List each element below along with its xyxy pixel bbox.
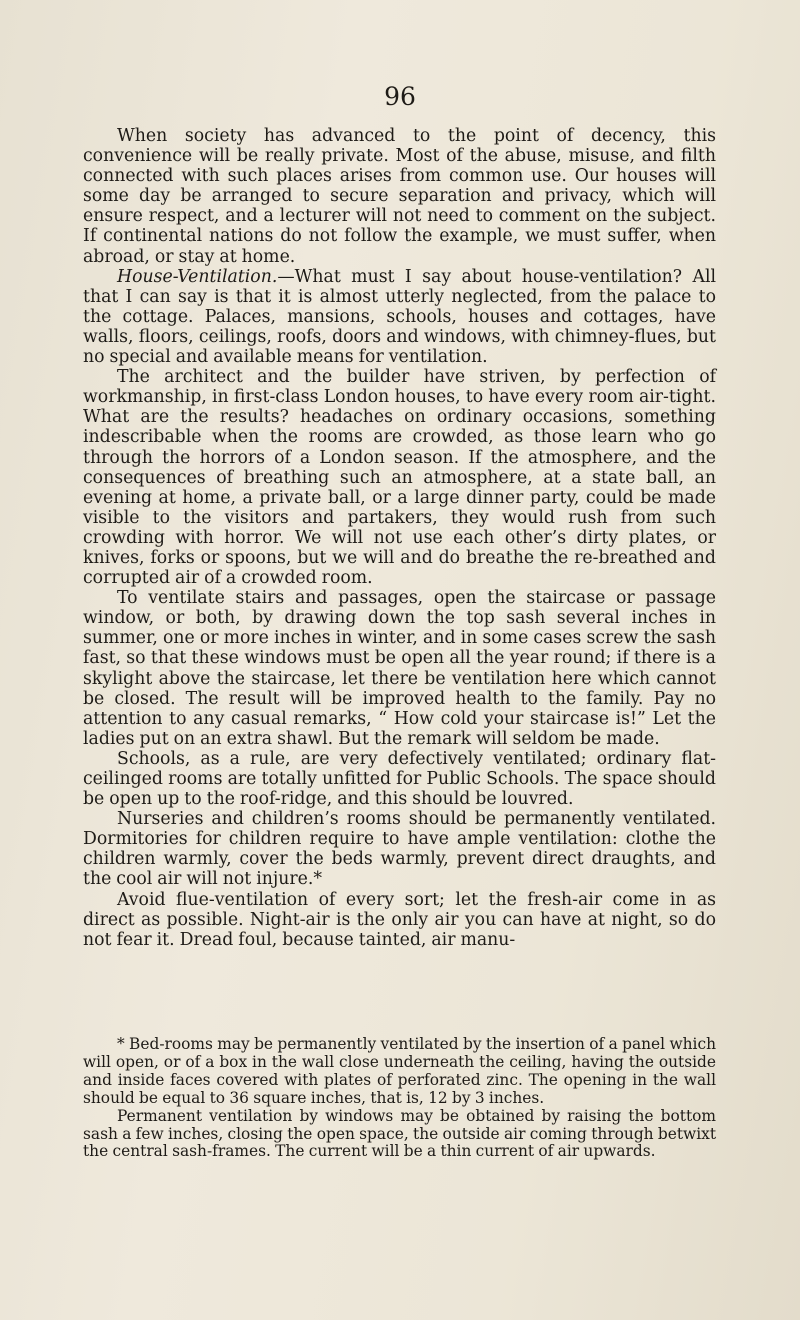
page-number: 96 (384, 82, 416, 111)
footnote-bed-rooms: * Bed-rooms may be permanently ventilated by the insertion of a panel which will open, or of a box in the wall close underneath the ceiling, having the outside and inside faces covered with plates of perforated zinc. The opening in the wall should be equal to 36 square inches, that is, 12 by 3 inches. (83, 1035, 716, 1107)
footnote-window-ventilation: Permanent ventilation by windows may be obtained by raising the bottom sash a few inches, closing the open space, the outside air coming through betwixt the central sash-frames. The current will be a thin current of air upwards. (83, 1106, 716, 1161)
paragraph-air-tight-rooms: The architect and the builder have striven, by perfection of workmanship, in first-class London houses, to have every room air-tight. What are the results? headaches on ordinary occasions, something indescribable when the rooms are crowded, as those learn who go through the horrors of a London season. If the atmosphere, and the consequences of breathing such an atmosphere, at a state ball, an evening at home, a private ball, or a large dinner party, could be made visible to the visitors and partakers, they would rush from such crowding with horror. We will not use each other’s dirty plates, or knives, forks or spoons, but we will and do breathe the re-breathed and corrupted air of a crowded room. (83, 367, 716, 589)
paragraph-schools: Schools, as a rule, are very defectively ventilated; ordinary flat-ceilinged rooms are totally unfitted for Public Schools. The space should be open up to the roof-ridge, and this should be louvred. (83, 748, 716, 810)
section-heading: House-Ventilation. (117, 266, 278, 287)
paragraph-house-ventilation-text: —What must I say about house-ventilation? All that I can say is that it is almost utterly neglected, from the palace to the cottage. Palaces, mansions, schools, houses and cottages, have walls, floors, ceilings, roofs, doors and windows, with chimney-flues, but no special and available means for ventilation. (83, 266, 716, 368)
paragraph-house-ventilation (83, 267, 716, 367)
paragraph-privacy: When society has advanced to the point of decency, this convenience will be really private. Most of the abuse, misuse, and filth connected with such places arises from common use. Our houses will some day be arranged to secure separation and privacy, which will ensure respect, and a lecturer will not need to comment on the subject. If continental nations do not follow the example, we must suffer, when abroad, or stay at home. (83, 126, 716, 267)
footnotes (83, 1036, 716, 1161)
body-text (83, 126, 716, 950)
paragraph-nurseries: Nurseries and children’s rooms should be permanently ventilated. Dormitories for children require to have ample ventilation: clothe the children warmly, cover the beds warmly, prevent direct draughts, and the cool air will not injure.* (83, 809, 716, 890)
paragraph-flue-ventilation: Avoid flue-ventilation of every sort; let the fresh-air come in as direct as possible. Night-air is the only air you can have at night, so do not fear it. Dread foul, because tainted, air manu- (83, 889, 716, 950)
paragraph-stairs-passages: To ventilate stairs and passages, open the staircase or passage window, or both, by drawing down the top sash several inches in summer, one or more inches in winter, and in some cases screw the sash fast, so that these windows must be open all the year round; if there is a skylight above the staircase, let there be ventilation here which cannot be closed. The result will be improved health to the family. Pay no attention to any casual remarks, “ How cold your staircase is!” Let the ladies put on an extra shawl. But the remark will seldom be made. (83, 588, 716, 749)
